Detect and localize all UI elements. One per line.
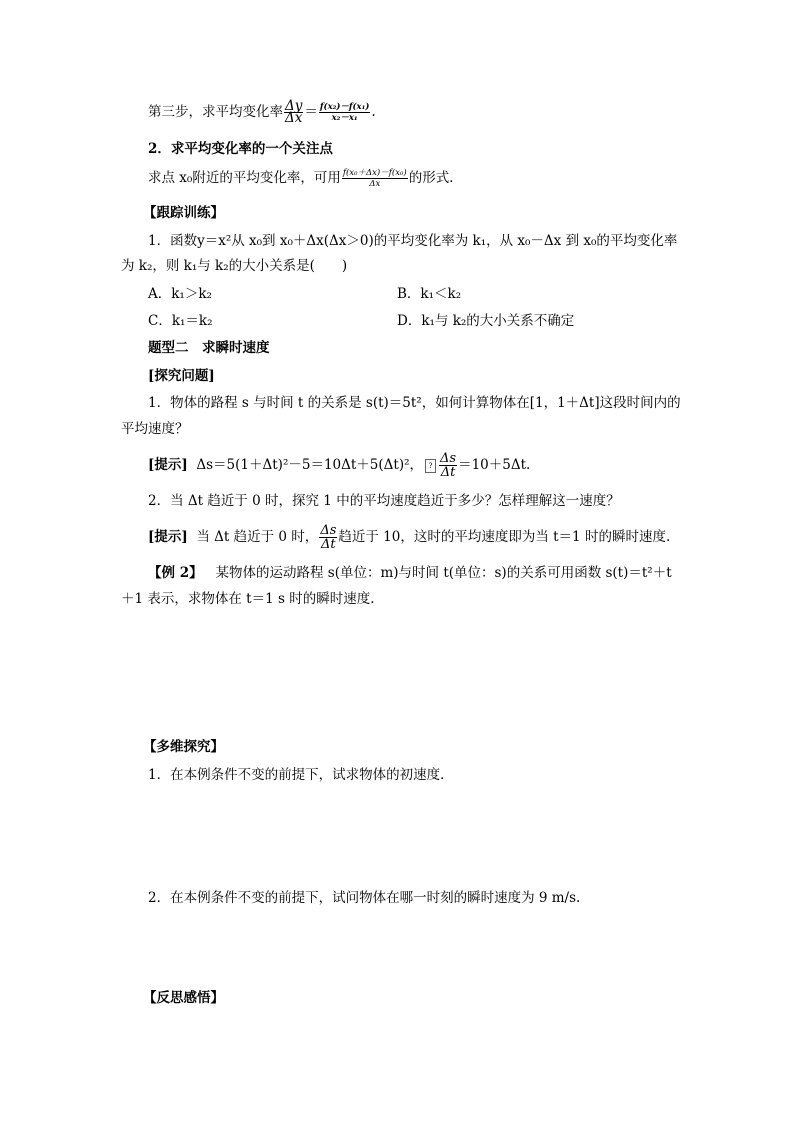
example2-line1: 【例 2】 某物体的运动路程 s(单位：m)与时间 t(单位：s)的关系可用函数 s(t)＝t²＋t — [148, 565, 672, 581]
hint2-fraction: $\frac{\Delta s}{\Delta t}$ — [320, 523, 337, 552]
p1-line2: 平均速度？ — [121, 421, 189, 437]
section2-title: 2．求平均变化率的一个关注点 — [148, 141, 333, 157]
step3-prefix: 第三步，求平均变化率 — [148, 104, 283, 120]
section2-text: 求点 x₀附近的平均变化率，可用 $\frac{\text{f(x₀＋Δx)－f(x₀)}}{\Delta x}$ 的形式． — [148, 168, 463, 189]
m1-line: 1．在本例条件不变的前提下，试求物体的初速度． — [148, 767, 454, 783]
tracking-title: 【跟踪训练】 — [143, 205, 224, 221]
q1-line2: 为 k₂，则 k₁与 k₂的大小关系是( ) — [121, 258, 348, 274]
missing-glyph-icon: ? — [425, 459, 436, 473]
step3-line: 第三步，求平均变化率 $\frac{\Delta y}{\Delta x}$ ＝ $\frac{\text{f(x₂)－f(x₁)}}{\text{x₂－x₁}}$ . — [148, 98, 376, 126]
option-b: B．k₁＜k₂ — [397, 286, 462, 302]
example2-label: 【例 2】 — [148, 565, 203, 581]
multi-title: 【多维探究】 — [143, 739, 224, 755]
hint2-label: [提示] — [148, 529, 188, 545]
local-rate-fraction: $\frac{\text{f(x₀＋Δx)－f(x₀)}}{\Delta x}$ — [342, 168, 407, 189]
hint1-label: [提示] — [148, 457, 188, 473]
q1-line1: 1．函数y＝x²从 x₀到 x₀＋Δx(Δx＞0)的平均变化率为 k₁，从 x₀－Δx 到 x₀的平均变化率 — [148, 233, 678, 249]
option-d: D．k₁与 k₂的大小关系不确定 — [397, 313, 575, 329]
p2-line: 2．当 Δt 趋近于 0 时，探究 1 中的平均速度趋近于多少？怎样理解这一速度？ — [148, 493, 620, 509]
option-c: C．k₁＝k₂ — [148, 313, 213, 329]
topic2-title: 题型二 求瞬时速度 — [148, 340, 270, 356]
explore-title: [探究问题] — [148, 368, 215, 384]
example2-line2: ＋1 表示，求物体在 t＝1 s 时的瞬时速度. — [121, 591, 375, 607]
hint1-line: [提示] Δs＝5(1＋Δt)²－5＝10Δt＋5(Δt)²， ? $\frac{\Delta s}{\Delta t}$ ＝10＋5Δt. — [148, 451, 531, 480]
avg-rate-fraction: $\frac{\Delta y}{\Delta x}$ — [285, 98, 303, 126]
option-a: A．k₁＞k₂ — [148, 286, 212, 302]
difference-quotient-fraction: $\frac{\text{f(x₂)－f(x₁)}}{\text{x₂－x₁}}$ — [319, 102, 370, 123]
m2-line: 2．在本例条件不变的前提下，试问物体在哪一时刻的瞬时速度为 9 m/s. — [148, 890, 581, 906]
reflection-title: 【反思感悟】 — [143, 990, 224, 1006]
p1-line1: 1．物体的路程 s 与时间 t 的关系是 s(t)＝5t²，如何计算物体在[1，1＋Δt]这段时间内的 — [148, 395, 681, 411]
hint1-fraction: $\frac{\Delta s}{\Delta t}$ — [440, 451, 457, 480]
hint2-line: [提示] 当 Δt 趋近于 0 时， $\frac{\Delta s}{\Delta t}$ 趋近于 10，这时的平均速度即为当 t＝1 时的瞬时速度. — [148, 523, 671, 552]
